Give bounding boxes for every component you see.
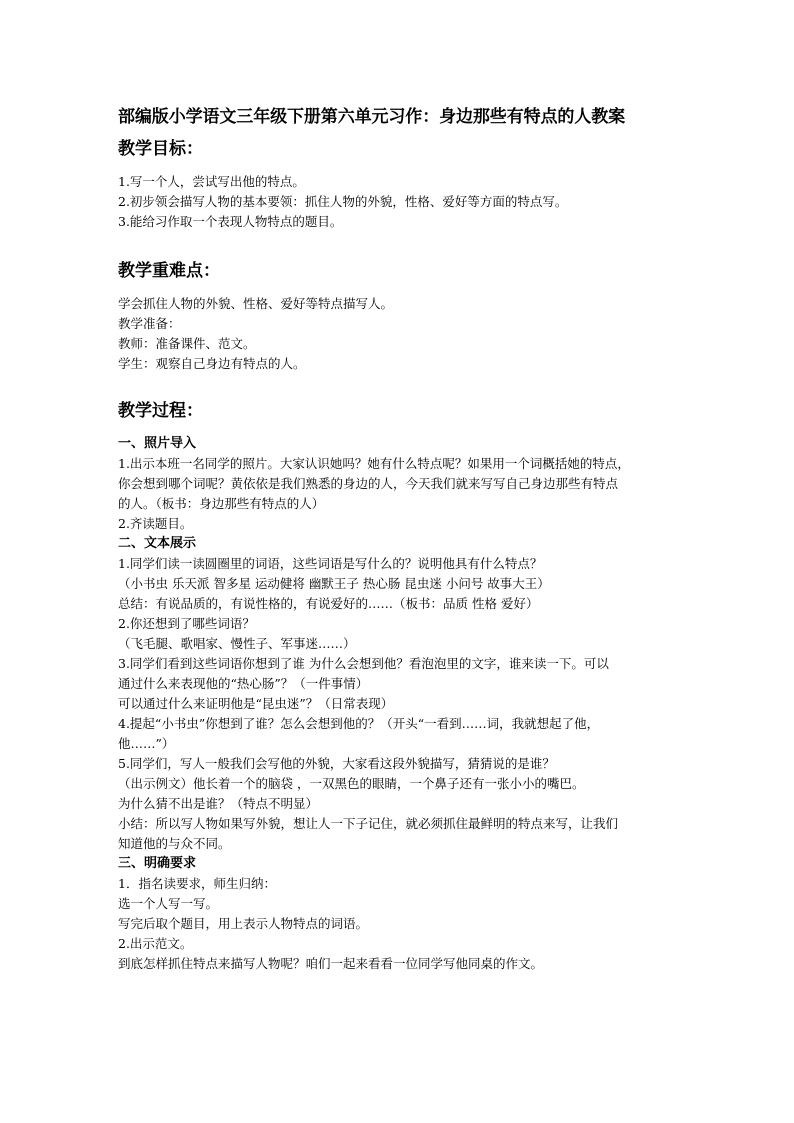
goal-item: 3.能给习作取一个表现人物特点的题目。 [118,214,343,229]
preparation-label: 教学准备： [118,316,181,331]
part-2-line: 4.提起“小书虫”你想到了谁？怎么会想到他的？（开头“一看到……词，我就想起了他， [118,716,600,731]
part-3-heading: 三、明确要求 [118,856,197,871]
part-2-line: 1.同学们读一读圆圈里的词语，这些词语是写什么的？说明他具有什么特点？ [118,556,543,571]
goals-heading: 教学目标： [118,139,203,159]
part-2-line: 他……”） [118,736,175,751]
process-heading: 教学过程： [118,401,203,421]
part-1-line: 你会想到哪个词呢？黄依依是我们熟悉的身边的人，今天我们就来写写自己身边那些有特点 [118,476,619,491]
process-part-1 [118,434,688,534]
part-2-line: 5.同学们，写人一般我们会写他的外貌，大家看这段外貌描写，猜猜说的是谁？ [118,756,555,771]
part-2-line: 可以通过什么来证明他是“昆虫迷”？（日常表现） [118,696,394,711]
part-2-line: （小书虫 乐天派 智多星 运动健将 幽默王子 热心肠 昆虫迷 小问号 故事大王） [118,576,550,591]
part-2-line: 知道他的与众不同。 [118,836,231,851]
part-2-line: （出示例文）他长着一个的脑袋 ，一双黑色的眼睛，一个鼻子还有一张小小的嘴巴。 [118,776,585,791]
goal-item: 1.写一个人，尝试写出他的特点。 [118,174,305,189]
student-preparation: 学生：观察自己身边有特点的人。 [118,356,306,371]
key-points-heading: 教学重难点： [118,261,220,281]
part-2-line: 3.同学们看到这些词语你想到了谁 为什么会想到他？看泡泡里的文字，谁来读一下。可以 [118,656,609,671]
spacer [118,164,688,172]
spacer [118,286,688,294]
process-part-2 [118,534,688,854]
teacher-preparation: 教师：准备课件、范文。 [118,336,256,351]
document-page [118,100,688,974]
part-3-line: 1．指名读要求，师生归纳： [118,876,276,891]
key-points-body [118,294,688,374]
part-1-line: 1.出示本班一名同学的照片。大家认识她吗？她有什么特点呢？如果用一个词概括她的特点， [118,456,630,471]
document-title: 部编版小学语文三年级下册第六单元习作：身边那些有特点的人教案 [118,107,625,127]
key-point-line: 学会抓住人物的外貌、性格、爱好等特点描写人。 [118,296,394,311]
spacer [118,232,688,256]
part-2-line: 通过什么来表现他的“热心肠”？（一件事情） [118,676,369,691]
part-3-line: 选一个人写一写。 [118,896,219,911]
part-3-line: 到底怎样抓住特点来描写人物呢？咱们一起来看看一位同学写他同桌的作文。 [118,956,544,971]
part-2-line: 小结：所以写人物如果写外貌，想让人一下子记住，就必须抓住最鲜明的特点来写，让我们 [118,816,619,831]
spacer [118,426,688,434]
part-1-heading: 一、照片导入 [118,436,197,451]
part-1-line: 的人。（板书：身边那些有特点的人） [118,496,325,511]
goals-list [118,172,688,232]
part-2-line: 2.你还想到了哪些词语？ [118,616,255,631]
spacer [118,374,688,396]
part-1-line: 2.齐读题目。 [118,516,193,531]
process-part-3 [118,854,688,974]
part-3-line: 写完后取个题目，用上表示人物特点的词语。 [118,916,369,931]
part-3-line: 2.出示范文。 [118,936,193,951]
part-2-line: （飞毛腿、歌唱家、慢性子、军事迷……） [118,636,356,651]
part-2-line: 为什么猜不出是谁？（特点不明显） [118,796,319,811]
part-2-line: 总结：有说品质的，有说性格的，有说爱好的……（板书：品质 性格 爱好） [118,596,539,611]
part-2-heading: 二、文本展示 [118,536,197,551]
goal-item: 2.初步领会描写人物的基本要领：抓住人物的外貌，性格、爱好等方面的特点写。 [118,194,568,209]
